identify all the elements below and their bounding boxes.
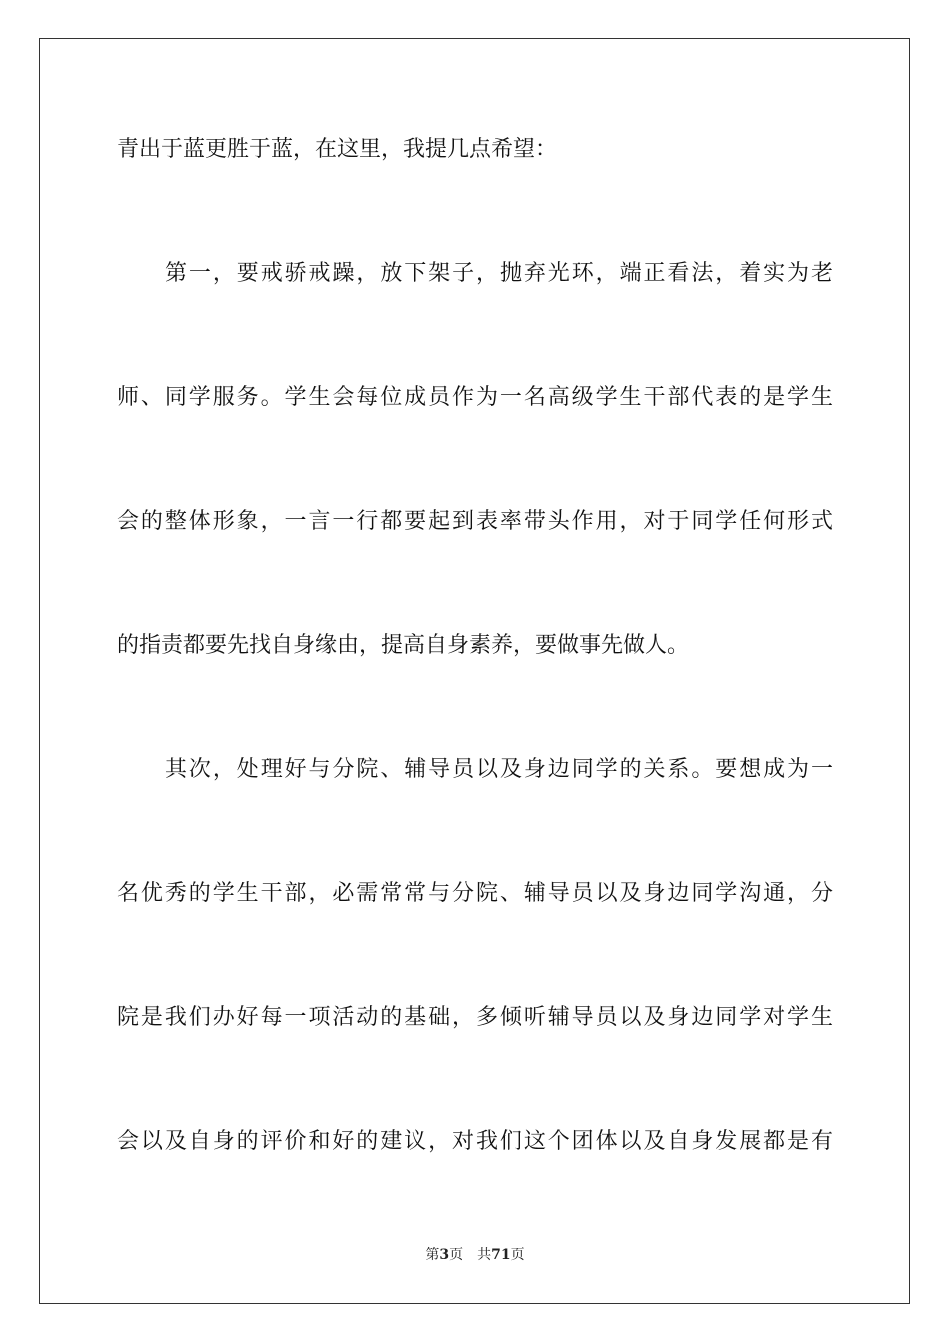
paragraph-line: 青出于蓝更胜于蓝，在这里，我提几点希望： bbox=[117, 137, 558, 162]
paragraph-line: 会的整体形象，一言一行都要起到表率带头作用，对于同学任何形式 bbox=[117, 509, 833, 534]
total-label-prefix: 共 bbox=[477, 1247, 492, 1263]
page-border bbox=[39, 38, 910, 1304]
paragraph-line: 的指责都要先找自身缘由，提高自身素养，要做事先做人。 bbox=[117, 633, 690, 658]
paragraph-line: 其次，处理好与分院、辅导员以及身边同学的关系。要想成为一 bbox=[165, 757, 833, 782]
total-pages: 71 bbox=[491, 1247, 511, 1263]
paragraph-line: 会以及自身的评价和好的建议，对我们这个团体以及自身发展都是有 bbox=[117, 1129, 833, 1154]
paragraph-line: 名优秀的学生干部，必需常常与分院、辅导员以及身边同学沟通，分 bbox=[117, 881, 833, 906]
total-label-suffix: 页 bbox=[510, 1247, 525, 1263]
paragraph-line: 师、同学服务。学生会每位成员作为一名高级学生干部代表的是学生 bbox=[117, 385, 833, 410]
page-number: 3 bbox=[439, 1247, 450, 1263]
page-footer bbox=[0, 1246, 950, 1264]
paragraph-line: 第一，要戒骄戒躁，放下架子，抛弃光环，端正看法，着实为老 bbox=[165, 261, 833, 286]
page-label-prefix: 第 bbox=[425, 1247, 440, 1263]
paragraph-line: 院是我们办好每一项活动的基础，多倾听辅导员以及身边同学对学生 bbox=[117, 1005, 833, 1030]
page-label-suffix: 页 bbox=[449, 1247, 464, 1263]
